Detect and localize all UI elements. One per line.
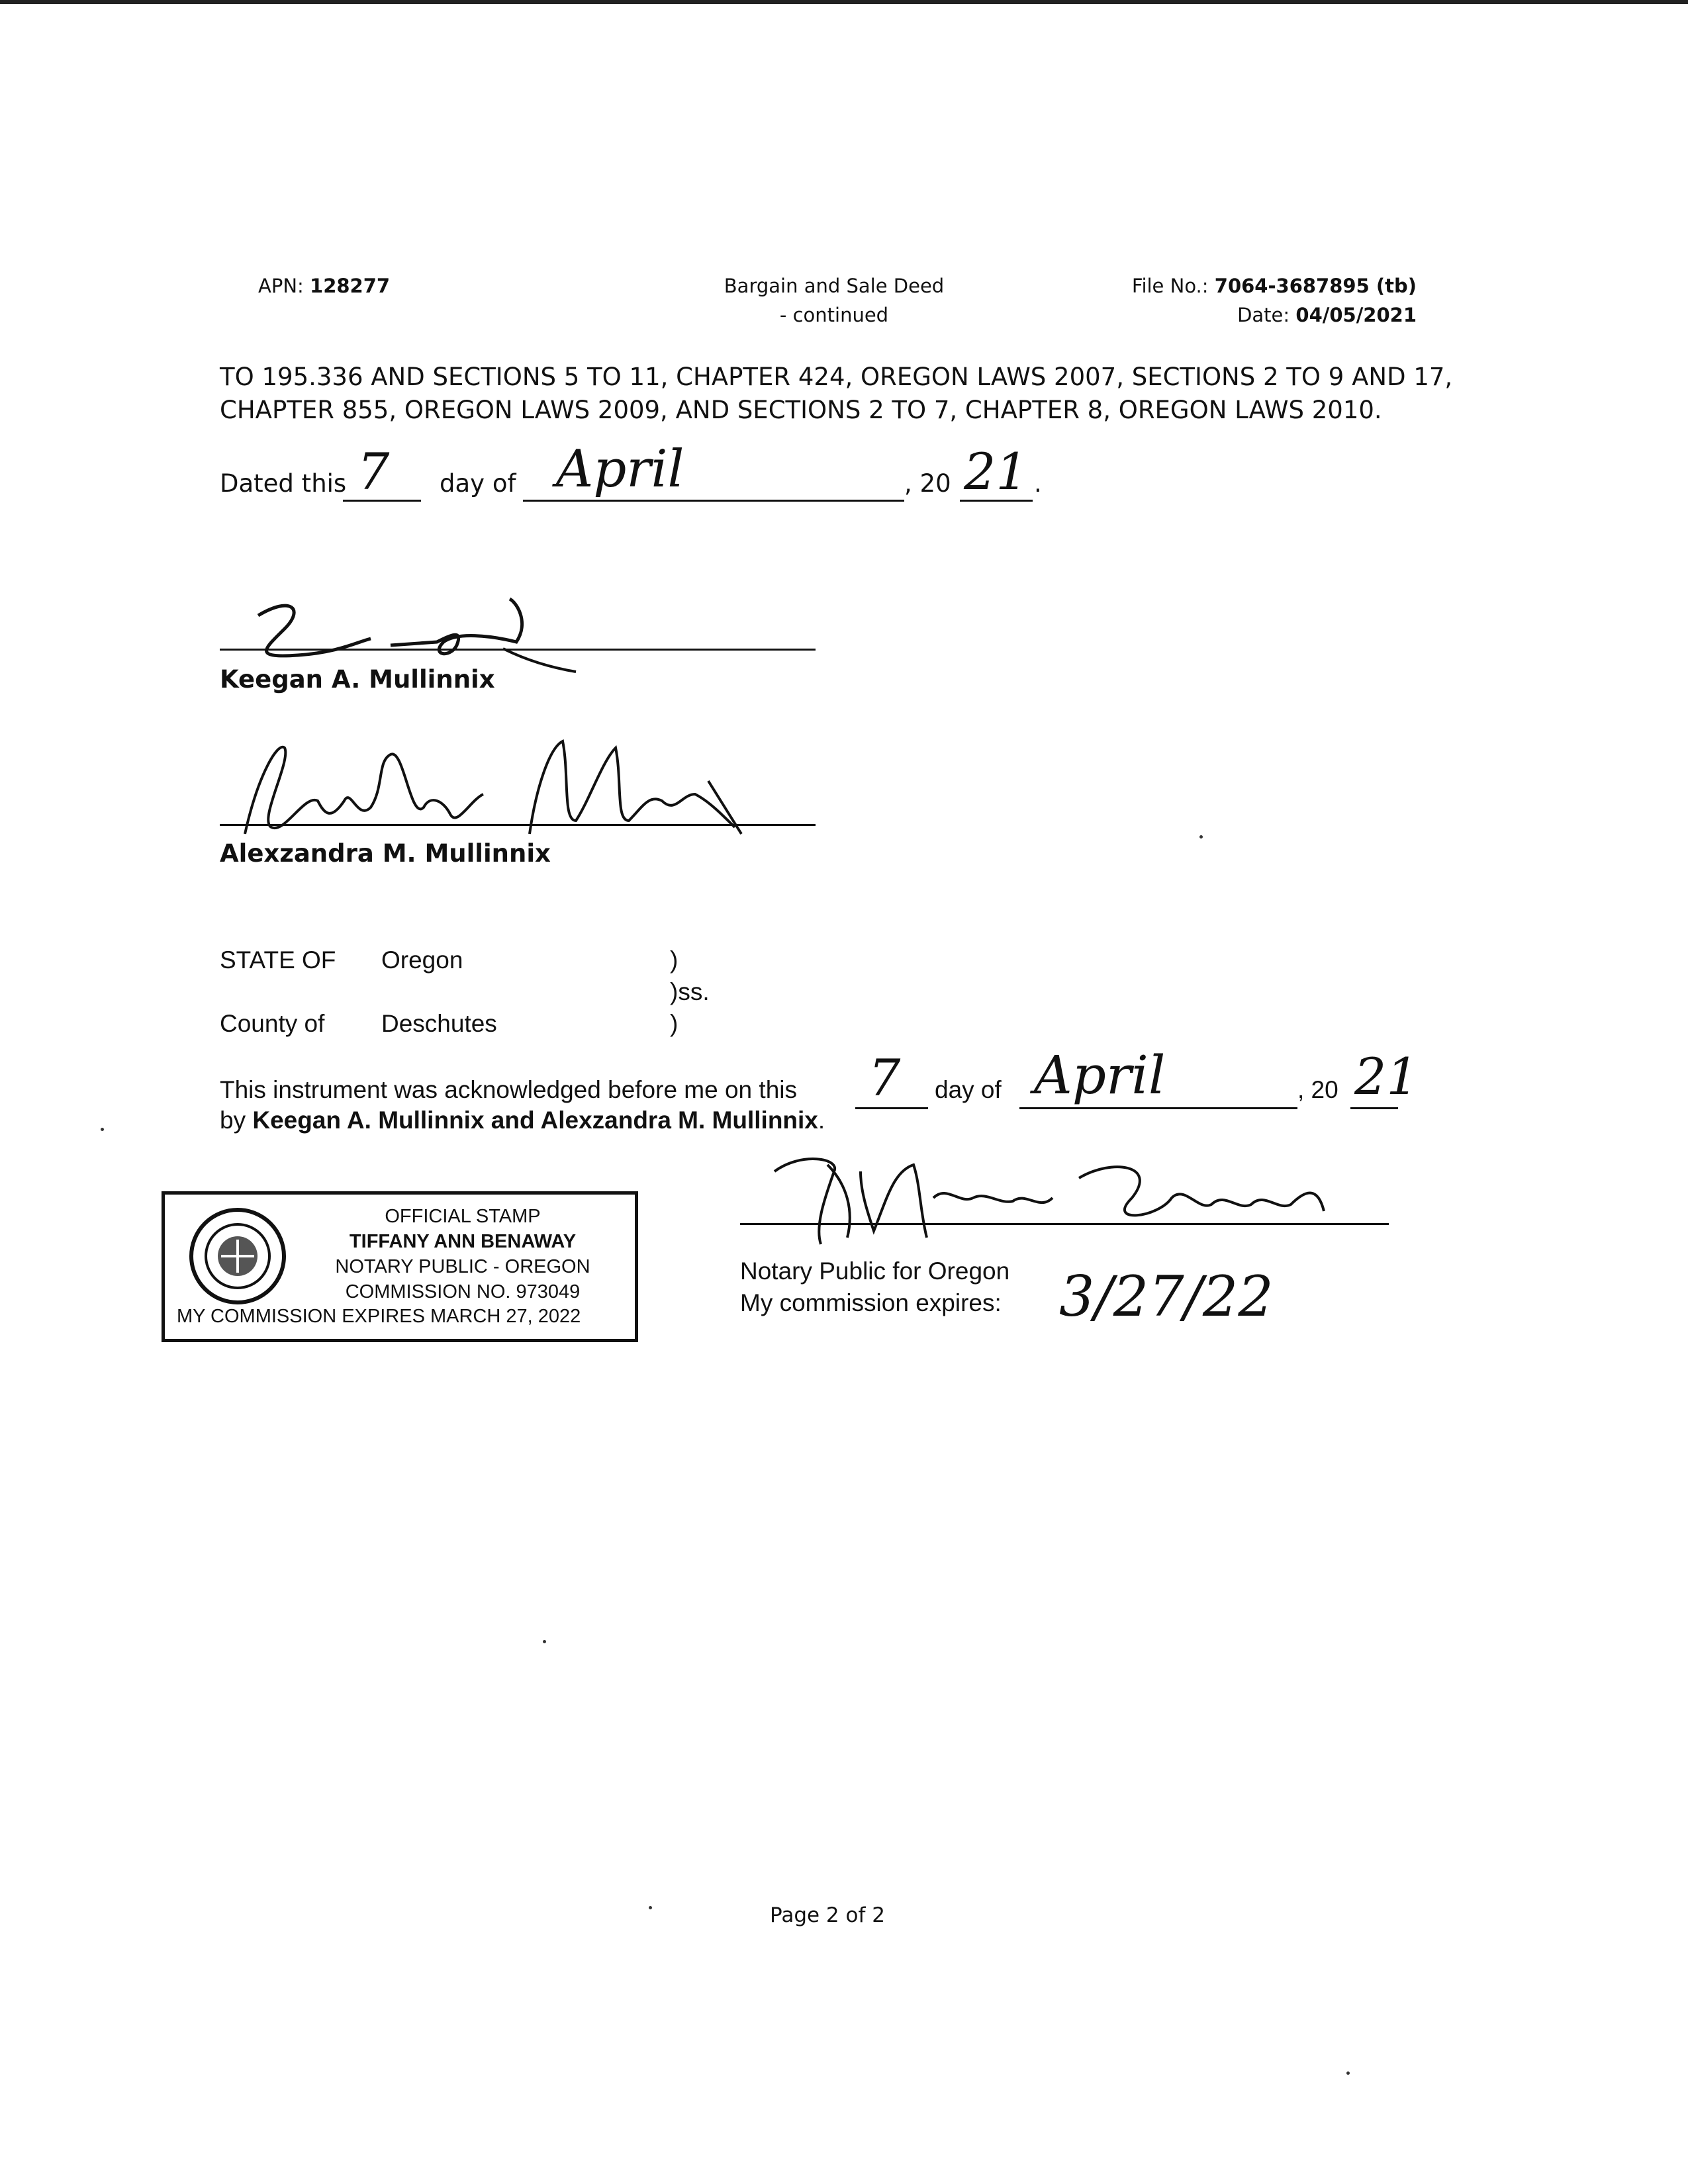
stamp-commission: COMMISSION NO. 973049 [345,1281,581,1302]
signer1-name: Keegan A. Mullinnix [220,665,495,694]
ack-by-period: . [818,1107,825,1134]
scan-speck [649,1906,652,1909]
file-no-label: File No.: [1131,275,1209,297]
ack-by-prefix: by [220,1107,246,1134]
signer1-line [220,649,816,651]
notary-public-for: Notary Public for Oregon [740,1257,1010,1285]
file-info [1086,271,1417,330]
scan-speck [1346,2071,1350,2075]
ss-mark: )ss. [670,978,710,1005]
doc-title-line2: - continued [779,304,889,326]
state-seal-icon [185,1206,291,1306]
file-no [1086,271,1417,300]
doc-title [702,271,966,330]
page-number: Page 2 of 2 [770,1903,885,1927]
ss-paren-top: ) [670,946,679,974]
county-label: County of [220,1010,325,1037]
notary-stamp [162,1191,638,1342]
ack-by-names: Keegan A. Mullinnix and Alexzandra M. Mullinnix [252,1107,818,1134]
date-label: Date: [1237,304,1290,326]
signature-alexzandra [218,721,748,854]
doc-title-line1: Bargain and Sale Deed [724,275,945,297]
apn-value: 128277 [310,275,391,297]
ack-year-prefix: , 20 [1297,1076,1338,1103]
scan-speck [543,1640,546,1643]
ack-by-line [220,1107,825,1134]
dated-month-handwritten: April [556,439,684,499]
signer2-name: Alexzandra M. Mullinnix [220,839,551,868]
county-value: Deschutes [381,1010,497,1037]
stamp-notary-name: TIFFANY ANN BENAWAY [349,1231,577,1252]
apn-label: APN: [258,275,304,297]
dated-year-handwritten: 21 [964,442,1028,501]
apn [258,271,390,300]
stamp-expires: MY COMMISSION EXPIRES MARCH 27, 2022 [177,1306,581,1327]
ack-month-handwritten: April [1034,1044,1166,1106]
stamp-role: NOTARY PUBLIC - OREGON [335,1256,590,1277]
ack-day-handwritten: 7 [868,1048,901,1107]
notary-signature-line [740,1223,1389,1225]
notary-signature [761,1145,1357,1257]
notary-expires-handwritten: 3/27/22 [1059,1264,1274,1329]
ack-year-handwritten: 21 [1354,1047,1419,1106]
notary-expires-label: My commission expires: [740,1289,1002,1316]
state-label: STATE OF [220,946,336,974]
dated-year-prefix: , 20 [904,469,951,498]
state-value: Oregon [381,946,463,974]
date [1086,300,1417,330]
dated-period: . [1034,469,1042,498]
continued-legal-text: TO 195.336 AND SECTIONS 5 TO 11, CHAPTER 424, OREGON LAWS 2007, SECTIONS 2 TO 9 AND 17, CHAPTER 855, OREGON LAWS 2009, AND SECTIONS 2 TO 7, CHAPTER 8, OREGON LAWS 2010. [220,363,1453,424]
dated-day-handwritten: 7 [357,442,390,501]
scan-speck [1199,835,1203,839]
stamp-title: OFFICIAL STAMP [385,1206,541,1227]
ack-day-of: day of [935,1076,1002,1103]
signer2-line [220,824,816,826]
dated-prefix: Dated this [220,469,347,498]
scan-top-border [0,0,1688,4]
dated-day-of: day of [440,469,516,498]
file-no-value: 7064-3687895 (tb) [1214,275,1417,297]
date-value: 04/05/2021 [1295,304,1417,326]
stamp-text [297,1204,628,1304]
ss-paren-bottom: ) [670,1010,679,1037]
ack-line-prefix: This instrument was acknowledged before me on this [220,1076,797,1103]
scan-speck [101,1128,104,1131]
